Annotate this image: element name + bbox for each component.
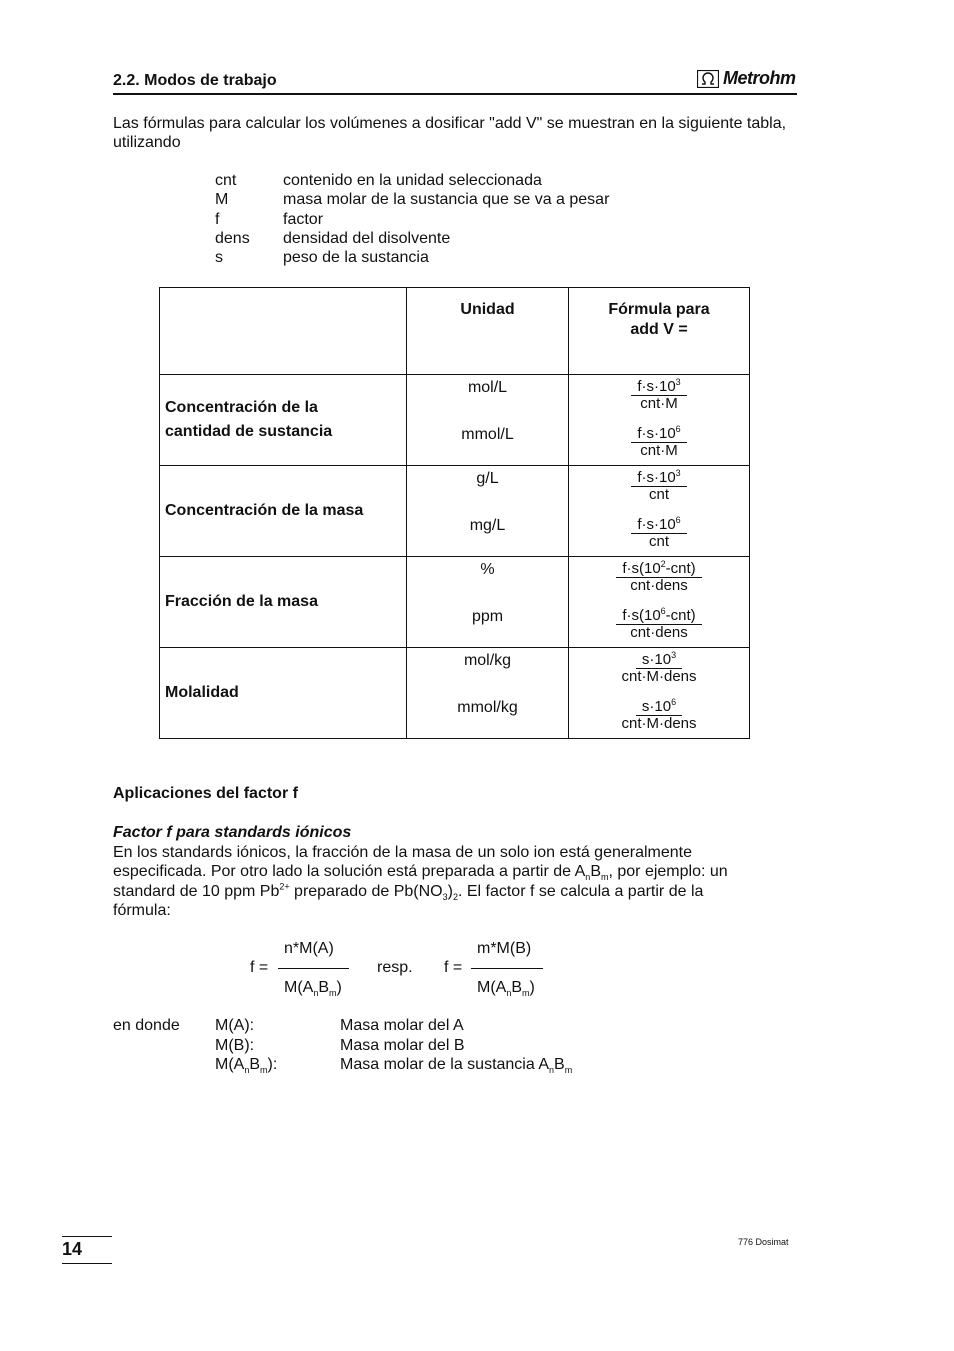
unit: mmol/L	[461, 426, 514, 443]
fraction-bar	[278, 968, 349, 969]
intro-paragraph: Las fórmulas para calcular los volúmenes a dosificar "add V" se muestran en la siguiente tabla, utilizando	[113, 115, 787, 151]
unit: g/L	[476, 470, 499, 487]
variable-legend: en donde M(A): Masa molar del A M(B): Masa molar del B $M(A_nB_m)$: Masa molar de la sustancia $A_nB_m$	[113, 1017, 573, 1076]
unit: ppm	[471, 608, 504, 625]
table-row	[160, 648, 750, 739]
formula: $s\cdot 10^3$ cnt·M·dens	[621, 650, 697, 685]
definitions-list	[215, 171, 609, 267]
numerator-b: m*M(B)	[477, 940, 532, 957]
formula: $f\cdot s\cdot 10^3$ cnt·M	[569, 379, 749, 411]
header-unit: Unidad	[407, 288, 569, 375]
definition-row	[215, 190, 609, 209]
brand-name: Metrohm	[723, 68, 796, 88]
omega-logo-icon	[697, 70, 719, 88]
section-heading: Aplicaciones del factor f	[113, 785, 298, 802]
header-formula-line1: Fórmula para	[608, 301, 710, 318]
definition-text: contenido en la unidad seleccionada	[283, 172, 542, 189]
fraction-bar	[471, 968, 543, 969]
body-paragraph: En los standards iónicos, la fracción de la masa de un solo ion está generalmente especificada. Por otro lado la solución está preparada a partir de $A_nB_m$, por ejemplo: un standard de 10 ppm $Pb^{2+}$ preparado de $Pb(NO_3)_2$. El factor f se calcula a partir de la fórmula:	[113, 844, 728, 919]
f-equals: f =	[250, 959, 269, 976]
header-empty-cell	[160, 288, 407, 375]
formula: $f\cdot s\cdot 10^6$ cnt	[569, 517, 749, 549]
formula-cell	[569, 648, 750, 739]
definition-symbol: s	[215, 249, 223, 267]
table-row	[160, 375, 750, 466]
unit-cell	[407, 648, 569, 739]
denominator-a: $M(A_nB_m)$	[284, 979, 342, 999]
definition-symbol: f	[215, 210, 220, 228]
definition-row	[215, 171, 609, 190]
formula: $f\cdot s\cdot 10^6$ cnt·M	[569, 426, 749, 458]
formula: $f\cdot s(10^2-cnt)$ cnt·dens	[569, 561, 749, 593]
unit: mol/kg	[463, 652, 512, 669]
unit-cell	[407, 466, 569, 557]
table-header-row	[160, 288, 750, 375]
definition-symbol: M	[215, 191, 229, 209]
page-number-rule	[62, 1236, 112, 1237]
page-section-title: 2.2. Modos de trabajo	[113, 72, 277, 89]
definition-text: masa molar de la sustancia que se va a pesar	[283, 191, 610, 209]
header-formula	[569, 288, 750, 375]
f-equals: f =	[444, 959, 463, 976]
definition-row	[215, 229, 609, 248]
unit: mmol/kg	[457, 699, 518, 716]
row-label: Fracción de la masa	[160, 557, 407, 648]
unit-cell	[407, 375, 569, 466]
formula: $s\cdot 10^6$ cnt·M·dens	[621, 697, 697, 732]
brand-logo	[697, 68, 796, 89]
unit: mg/L	[469, 517, 506, 534]
formula-cell	[569, 557, 750, 648]
unit: mol/L	[467, 379, 508, 396]
formula-cell	[569, 375, 750, 466]
header-rule	[113, 93, 797, 95]
table-row	[160, 466, 750, 557]
numerator-a: n*M(A)	[284, 940, 334, 957]
page-number: 14	[62, 1239, 83, 1259]
formula: $f\cdot s\cdot 10^3$ cnt	[569, 470, 749, 502]
formula: $f\cdot s(10^6-cnt)$ cnt·dens	[569, 608, 749, 640]
definition-symbol: cnt	[215, 172, 237, 189]
subsection-heading: Factor f para standards iónicos	[113, 824, 352, 841]
definition-symbol: dens	[215, 229, 250, 247]
definition-text: densidad del disolvente	[283, 229, 451, 247]
definition-row	[215, 210, 609, 229]
page-number-rule	[62, 1263, 112, 1264]
row-label: Molalidad	[160, 648, 407, 739]
footer-product: 776 Dosimat	[738, 1237, 789, 1247]
denominator-b: $M(A_nB_m)$	[477, 979, 535, 999]
definition-row	[215, 248, 609, 267]
row-label: Concentración de la cantidad de sustancia	[160, 375, 407, 466]
table-row	[160, 557, 750, 648]
row-label: Concentración de la masa	[160, 466, 407, 557]
header-formula-line2: add V =	[630, 321, 688, 338]
unit: %	[480, 561, 495, 578]
formula-cell	[569, 466, 750, 557]
unit-cell	[407, 557, 569, 648]
definition-text: factor	[283, 210, 324, 228]
formula-table	[159, 287, 750, 739]
definition-text: peso de la sustancia	[283, 249, 429, 267]
resp-text: resp.	[377, 959, 413, 976]
